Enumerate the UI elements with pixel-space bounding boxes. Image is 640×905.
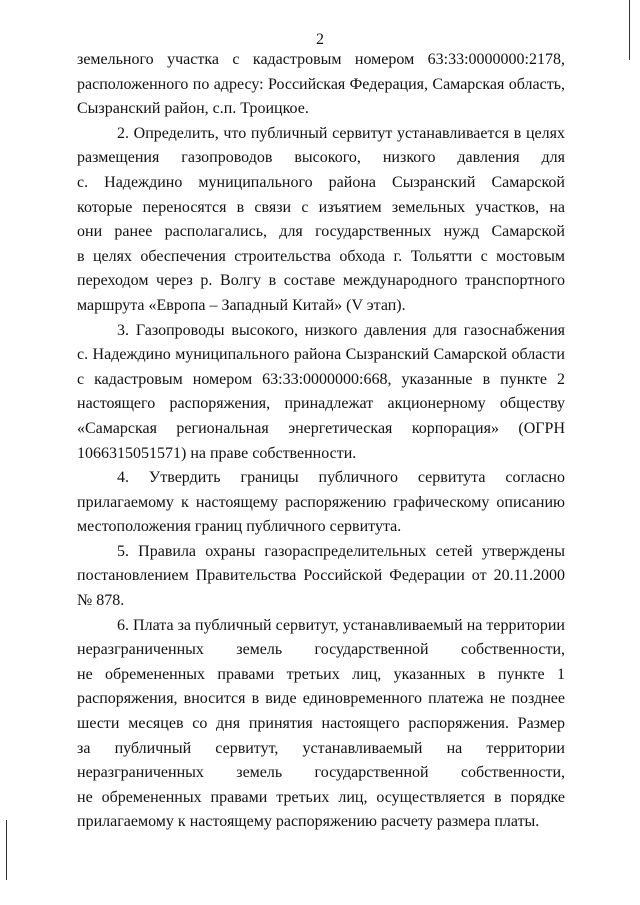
page-number: 2 — [316, 31, 324, 48]
text-line: они ранее располагались, для государственных нужд Самарской — [77, 223, 565, 241]
text-line: маршрута «Европа – Западный Китай» (V этап). — [77, 296, 406, 314]
text-line: не обремененных правами третьих лиц, указанных в пункте 1 — [77, 665, 565, 683]
text-line: 1066315051571) на праве собственности. — [77, 444, 357, 462]
text-line: с кадастровым номером 63:33:0000000:668, указанные в пункте 2 — [77, 370, 565, 388]
text-line: прилагаемому к настоящему распоряжению графическому описанию — [77, 493, 565, 511]
scan-edge-mark — [629, 0, 630, 60]
text-line: расположенного по адресу: Российская Федерация, Самарская область, — [77, 75, 565, 93]
paragraph-start-5: 5. Правила охраны газораспределительных сетей утверждены — [117, 542, 565, 560]
paragraph-start-6: 6. Плата за публичный сервитут, устанавливаемый на территории — [117, 616, 565, 634]
paragraph-start-2: 2. Определить, что публичный сервитут устанавливается в целях — [117, 124, 565, 142]
text-line: в целях обеспечения строительства обхода г. Тольятти с мостовым — [77, 247, 565, 265]
text-line: которые переносятся в связи с изъятием земельных участков, на — [77, 198, 565, 216]
text-line: распоряжения, вносится в виде единовременного платежа не позднее — [77, 690, 565, 708]
text-line: неразграниченных земель государственной собственности, — [77, 764, 565, 782]
paragraph-start-3: 3. Газопроводы высокого, низкого давления для газоснабжения — [117, 321, 565, 339]
text-line: с. Надеждино муниципального района Сызранский Самарской области — [77, 346, 565, 364]
text-line: с. Надеждино муниципального района Сызранский Самарской — [77, 173, 565, 191]
text-line: не обремененных правами третьих лиц, осуществляется в порядке — [77, 788, 565, 806]
text-line: земельного участка с кадастровым номером 63:33:0000000:2178, — [77, 51, 565, 68]
text-line: неразграниченных земель государственной собственности, — [77, 641, 565, 659]
text-line: Сызранский район, с.п. Троицкое. — [77, 100, 309, 118]
text-line: «Самарская региональная энергетическая корпорация» (ОГРН — [77, 419, 565, 437]
text-line: за публичный сервитут, устанавливаемый на территории — [77, 739, 565, 757]
text-line: постановлением Правительства Российской Федерации от 20.11.2000 — [77, 567, 565, 585]
text-line: прилагаемому к настоящему распоряжению расчету размера платы. — [77, 813, 540, 831]
text-line: шести месяцев со дня принятия настоящего распоряжения. Размер — [77, 715, 565, 733]
text-line: размещения газопроводов высокого, низкого давления для — [77, 149, 565, 167]
scan-edge-mark — [6, 820, 7, 880]
text-line: переходом через р. Волгу в составе международного транспортного — [77, 272, 565, 290]
paragraph-start-4: 4. Утвердить границы публичного сервитута согласно — [117, 469, 565, 487]
text-line: местоположения границ публичного сервитута. — [77, 518, 402, 536]
text-line: № 878. — [77, 592, 125, 610]
document-body — [77, 48, 565, 835]
text-line: настоящего распоряжения, принадлежат акционерному обществу — [77, 395, 565, 413]
